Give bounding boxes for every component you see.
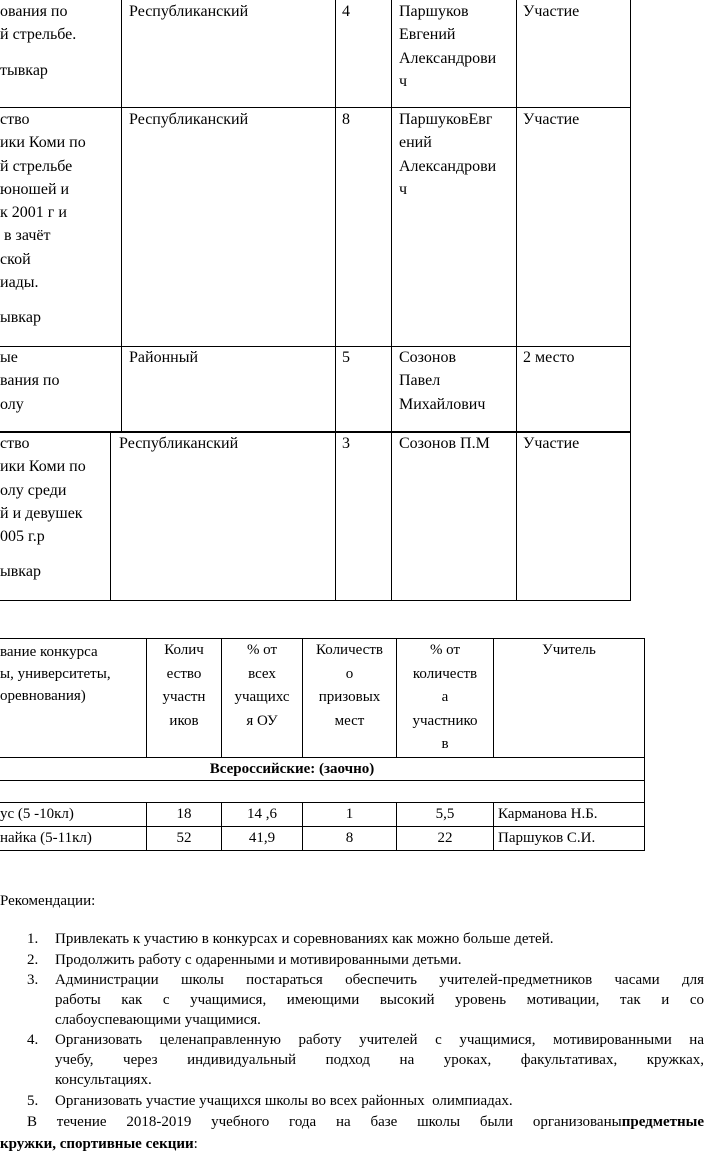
participant-cell: Созонов П.М — [399, 435, 490, 452]
header-line: ы, университеты, — [0, 666, 111, 682]
section-title-text: Всероссийские: (заочно) — [209, 761, 375, 777]
recommendations-title: Рекомендации: — [0, 893, 96, 909]
header-line: иков — [169, 712, 199, 729]
header-line: о — [345, 665, 354, 682]
table-row — [0, 0, 704, 107]
teacher-cell: Карманова Н.Б. — [498, 806, 598, 822]
participant-line: Павел — [399, 372, 441, 390]
participant-cell — [399, 346, 485, 416]
participant-line: ч — [399, 180, 408, 198]
header-line: участнико — [412, 712, 478, 729]
participant-line: Евгений — [399, 26, 456, 44]
participant-line: Александрови — [399, 157, 497, 175]
item-number: 2. — [27, 952, 39, 968]
item-text: слабоуспевающими учащимися. — [55, 1012, 261, 1028]
result-cell: Участие — [523, 111, 580, 128]
header-line: Колич — [164, 642, 204, 658]
item-number: 4. — [27, 1032, 39, 1048]
level-cell: Республиканский — [129, 3, 249, 20]
count-cell: 52 — [176, 830, 192, 846]
count-cell: 4 — [342, 3, 350, 20]
participant-line: Созонов — [399, 349, 457, 366]
closing-text: : — [193, 1136, 198, 1152]
item-number: 3. — [27, 972, 39, 988]
prizes-cell: 8 — [345, 830, 354, 846]
event-line: й и девушек — [0, 504, 83, 522]
table-row — [0, 346, 704, 431]
prize-percent-cell: 5,5 — [435, 806, 455, 822]
event-line: ство — [0, 435, 30, 452]
header-prizes-cell — [303, 639, 396, 733]
level-cell: Республиканский — [129, 111, 249, 128]
event-line: вания по — [0, 372, 60, 390]
header-line: % от — [246, 642, 278, 658]
header-line: я ОУ — [246, 712, 278, 729]
participant-line: Александрови — [399, 49, 497, 67]
level-cell: Республиканский — [119, 435, 239, 452]
item-text: Организовать целенаправленную работу учителей с учащимися, мотивированными на — [55, 1032, 704, 1048]
event-line: ство — [0, 111, 30, 128]
participant-line: ПаршуковЕвг — [399, 111, 493, 128]
contest-name-cell: найка (5-11кл) — [0, 830, 92, 846]
event-line: юношей и — [0, 180, 70, 198]
participant-line: Михайлович — [399, 395, 486, 413]
event-line: й стрельбе — [0, 157, 73, 175]
event-line: 005 г.р — [0, 528, 45, 546]
header-percent-cell — [222, 639, 302, 733]
event-cell — [0, 108, 120, 330]
event-line: олу — [0, 395, 24, 413]
header-line: призовых — [318, 689, 381, 705]
section-title — [0, 758, 644, 780]
header-line: мест — [334, 712, 365, 729]
percent-cell: 41,9 — [248, 830, 276, 846]
event-line: ской — [0, 250, 31, 268]
table-row — [0, 432, 704, 600]
event-line: ые — [0, 349, 18, 366]
header-line: Количеств — [316, 642, 383, 658]
event-line: ывкар — [0, 309, 41, 327]
table-row — [0, 108, 704, 346]
closing-paragraph-line — [27, 1112, 704, 1133]
item-text: Привлекать к участию в конкурсах и соревнованиях как можно больше детей. — [55, 931, 554, 947]
participant-line: Паршуков — [399, 3, 469, 20]
header-teacher-cell: Учитель — [542, 642, 596, 658]
event-line: й стрельбе. — [0, 26, 77, 44]
level-cell: Районный — [129, 349, 198, 366]
teacher-cell: Паршуков С.И. — [498, 830, 596, 846]
event-line: ывкар — [0, 563, 41, 581]
event-cell — [0, 0, 120, 82]
header-line: учащихс — [234, 689, 290, 705]
event-line: ования по — [0, 3, 68, 20]
closing-bold-text: предметные — [621, 1114, 704, 1130]
header-line: вание конкурса — [0, 644, 98, 660]
event-line: к 2001 г и — [0, 204, 67, 222]
participant-cell — [399, 0, 496, 93]
header-count-cell — [147, 639, 221, 733]
closing-text: В течение 2018-2019 учебного года на базе школы были организованы — [27, 1114, 622, 1130]
item-text: учебу, через индивидуальный подход на уроках, факультативах, кружках, — [55, 1052, 704, 1068]
result-cell: Участие — [523, 435, 580, 452]
participant-line: ений — [399, 134, 432, 152]
result-cell: 2 место — [523, 349, 575, 366]
header-name-cell — [0, 641, 145, 707]
item-number: 5. — [27, 1093, 39, 1109]
header-line: в — [441, 736, 449, 752]
header-line: всех — [248, 665, 276, 682]
event-cell — [0, 432, 110, 584]
header-line: участн — [162, 689, 206, 705]
closing-paragraph-line — [0, 1134, 198, 1155]
header-prize-percent-cell — [397, 639, 493, 757]
event-line: иады. — [0, 274, 39, 292]
header-line: % от — [429, 642, 461, 658]
event-line: тывкар — [0, 61, 48, 79]
contest-name-cell: ус (5 -10кл) — [0, 806, 74, 822]
item-text: Администрации школы постараться обеспечить учителей-предметников часами для — [55, 972, 704, 988]
count-cell: 5 — [342, 349, 350, 366]
header-line: ество — [166, 665, 202, 682]
count-cell: 18 — [176, 806, 192, 822]
event-line: олу среди — [0, 481, 67, 499]
prizes-cell: 1 — [345, 806, 354, 822]
event-line: ики Коми по — [0, 134, 86, 152]
closing-bold-text: кружки, спортивные секции — [0, 1136, 194, 1152]
result-cell: Участие — [523, 3, 580, 20]
percent-cell: 14 ,6 — [247, 806, 277, 822]
count-cell: 3 — [342, 435, 350, 452]
participant-line: ч — [399, 72, 408, 90]
item-text: Продолжить работу с одаренными и мотивированными детьми. — [55, 952, 462, 968]
event-line: ики Коми по — [0, 458, 86, 476]
header-line: количеств — [412, 665, 478, 682]
item-number: 1. — [27, 931, 39, 947]
event-line: в зачёт — [0, 227, 51, 245]
count-cell: 8 — [342, 111, 350, 128]
header-line: оревнования) — [0, 688, 86, 704]
item-text: консультациях. — [55, 1072, 152, 1088]
item-text: работы как с учащимися, имеющими высокий уровень мотивации, так и со — [55, 992, 704, 1008]
header-line: а — [441, 689, 449, 705]
item-text: Организовать участие учащихся школы во всех районных олимпиадах. — [55, 1093, 513, 1109]
participant-cell — [399, 108, 496, 201]
prize-percent-cell: 22 — [437, 830, 453, 846]
event-cell — [0, 346, 120, 416]
